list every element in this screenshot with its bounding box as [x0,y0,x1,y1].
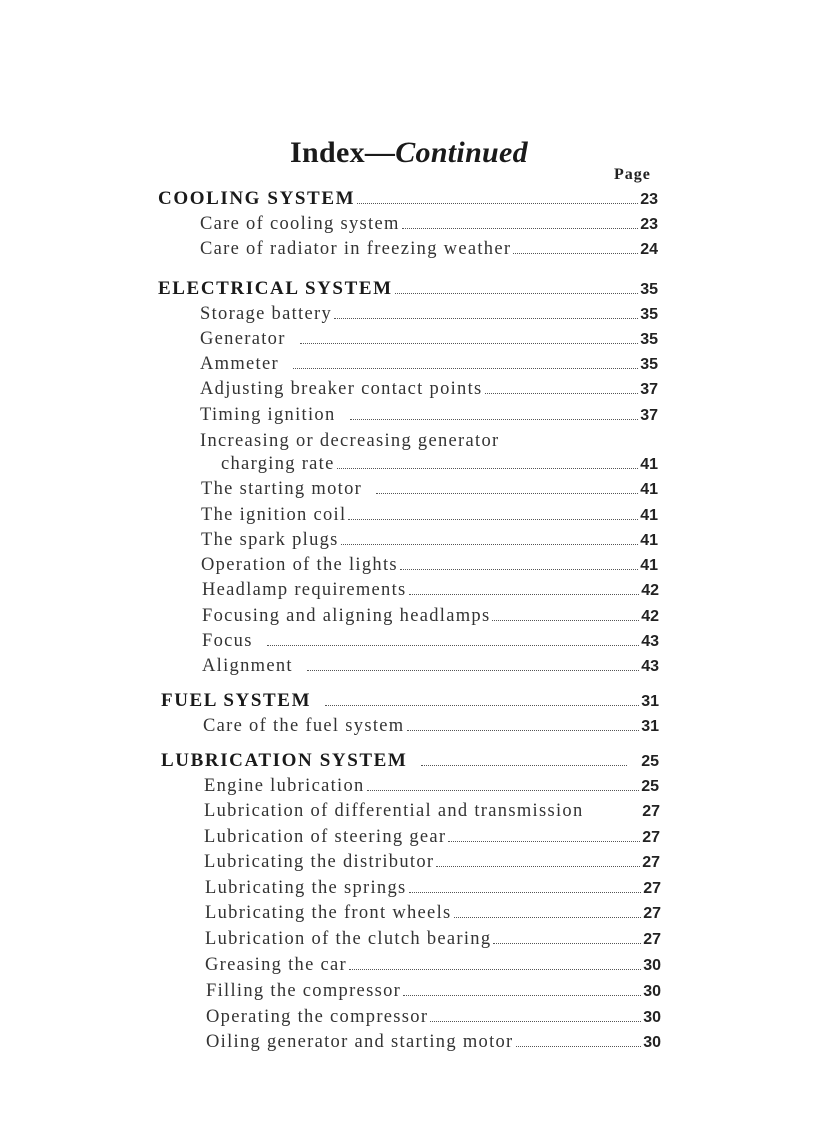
leader-dots [409,891,642,893]
section-label: ELECTRICAL SYSTEM [158,278,393,299]
page-number: 41 [640,456,658,473]
page-number: 27 [642,803,660,820]
leader-dots [436,865,640,867]
page-number: 41 [640,481,658,498]
page-number: 23 [640,216,658,233]
page-number: 31 [641,718,659,735]
index-entry [202,580,659,606]
entry-label: Alignment [202,656,293,676]
leader-dots [454,916,642,918]
leader-dots [307,669,639,671]
entry-label: charging rate [221,454,335,474]
page-number: 24 [640,241,658,258]
entry-label: Ammeter [200,354,279,374]
leader-dots [334,317,638,319]
entry-label: Care of cooling system [200,214,400,234]
page-number: 41 [640,557,658,574]
page-number: 27 [643,880,661,897]
entry-label: Operating the compressor [206,1007,429,1027]
page-number: 43 [641,633,659,650]
section-label: FUEL SYSTEM [161,690,312,711]
leader-dots [513,252,638,254]
leader-dots [337,467,639,469]
leader-dots [409,593,640,595]
leader-dots [348,518,638,520]
leader-dots [325,704,639,706]
leader-dots [403,994,641,996]
leader-dots [493,942,641,944]
index-entry [205,903,661,929]
index-entry [200,304,658,330]
index-entry [200,379,658,405]
index-entry [206,981,661,1007]
entry-label: Greasing the car [205,955,348,975]
entry-label-line1: Increasing or decreasing generator [200,431,500,451]
index-entry [201,530,658,556]
page-title [0,136,818,170]
page-number: 23 [640,191,658,208]
entry-label: Lubricating the front wheels [205,903,452,923]
page-number: 42 [641,608,659,625]
index-entry [206,1032,661,1058]
section-label: COOLING SYSTEM [158,188,356,209]
page-number: 25 [641,778,659,795]
page-column-header: Page [614,166,651,183]
index-entry [221,454,658,480]
index-entry [200,329,658,355]
page-number: 37 [640,381,658,398]
index-entry [200,354,658,380]
section-label: LUBRICATION SYSTEM [161,750,408,771]
entry-label: Generator [200,329,286,349]
leader-dots [395,292,639,294]
index-entry [204,801,660,827]
index-entry [205,878,661,904]
entry-label: The spark plugs [201,530,339,550]
leader-dots [267,644,640,646]
leader-dots [485,392,639,394]
index-entry [202,631,659,657]
entry-label: Lubricating the distributor [204,852,435,872]
index-entry [203,716,659,742]
leader-dots [400,568,638,570]
index-entry [200,239,658,265]
entry-label: Engine lubrication [204,776,365,796]
index-entry [204,776,659,802]
page-number: 42 [641,582,659,599]
page-number: 37 [640,407,658,424]
page-number: 30 [643,983,661,1000]
leader-dots [341,543,639,545]
entry-label: The starting motor [201,479,363,499]
leader-dots [293,367,638,369]
index-entry [201,505,658,531]
entry-label: Timing ignition [200,405,336,425]
page-number: 41 [640,507,658,524]
entry-label: Lubricating the springs [205,878,407,898]
index-entry [205,929,661,955]
page-number: 27 [642,829,660,846]
leader-dots [350,418,639,420]
entry-label: Lubrication of the clutch bearing [205,929,492,949]
index-entry [204,827,660,853]
leader-dots [376,492,638,494]
title-main: Index— [290,136,396,169]
index-entry [200,214,658,240]
entry-label: Care of radiator in freezing weather [200,239,512,259]
page-number: 27 [643,905,661,922]
section-lubrication-system [161,750,659,776]
leader-dots [430,1020,641,1022]
index-entry [201,555,658,581]
index-entry [204,852,660,878]
leader-dots [516,1045,642,1047]
page-number: 30 [643,1009,661,1026]
section-fuel-system [161,690,659,716]
entry-label: Filling the compressor [206,981,402,1001]
page-number: 43 [641,658,659,675]
page-number: 35 [640,356,658,373]
page-number: 27 [642,854,660,871]
leader-dots [407,729,640,731]
leader-dots [349,968,641,970]
page-number: 25 [641,753,659,770]
entry-label: Headlamp requirements [202,580,407,600]
page-number: 41 [640,532,658,549]
leader-dots [402,227,639,229]
index-entry [202,656,659,682]
page-number: 31 [641,693,659,710]
entry-label: Storage battery [200,304,332,324]
entry-label: Lubrication of steering gear [204,827,447,847]
entry-label: Operation of the lights [201,555,398,575]
title-continued: Continued [395,136,528,169]
leader-dots [421,764,627,766]
leader-dots [492,619,639,621]
page-number: 30 [643,1034,661,1051]
index-entry [205,955,661,981]
page-number: 30 [643,957,661,974]
page-number: 35 [640,306,658,323]
page-number: 27 [643,931,661,948]
leader-dots [367,789,640,791]
entry-label: The ignition coil [201,505,347,525]
page-number: 35 [640,331,658,348]
index-entry [206,1007,661,1033]
index-entry [202,606,659,632]
entry-label: Focus [202,631,253,651]
entry-label: Adjusting breaker contact points [200,379,483,399]
entry-label: Lubrication of differential and transmission [204,801,584,821]
section-electrical-system [158,278,658,304]
section-cooling-system [158,188,658,214]
leader-dots [357,202,638,204]
entry-label: Oiling generator and starting motor [206,1032,514,1052]
leader-dots [448,840,640,842]
page-number: 35 [640,281,658,298]
leader-dots [300,342,639,344]
index-entry [200,405,658,431]
entry-label: Focusing and aligning headlamps [202,606,491,626]
index-entry [201,479,658,505]
entry-label: Care of the fuel system [203,716,405,736]
